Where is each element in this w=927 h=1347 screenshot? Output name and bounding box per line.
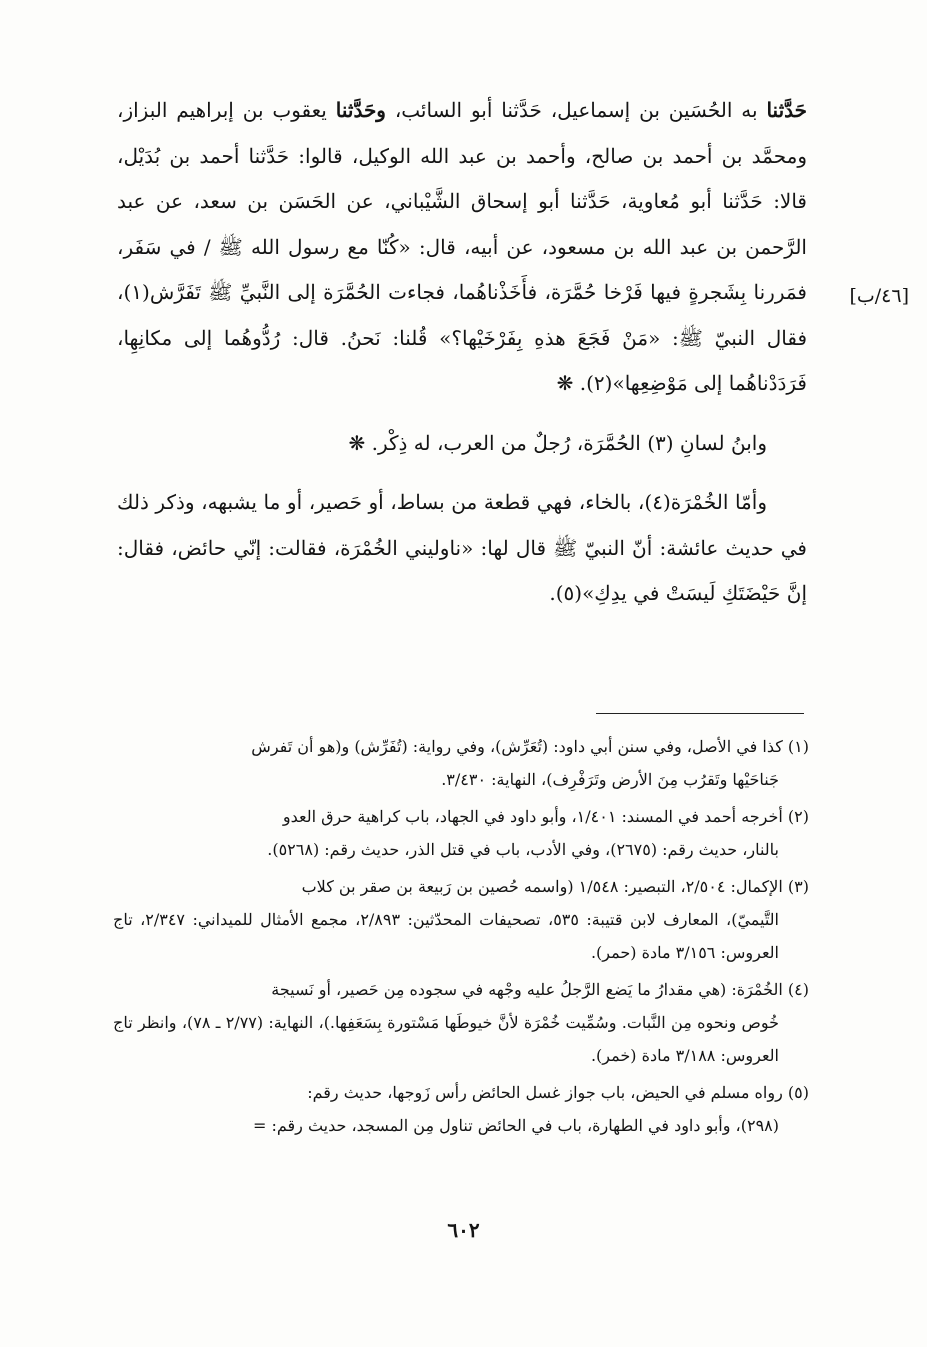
- footnote-3-first: (٣) الإكمال: ٢/٥٠٤، التبصير: ١/٥٤٨ (واسمه حُصين بن رَبيعة بن صقر بن كلاب: [301, 877, 809, 896]
- narration-text-2: يعقوب بن إبراهيم البزاز، ومحمَّد بن أحمد بن صالح، وأحمد بن عبد الله الوكيل، قالوا: حَدَّثنا أحمد بن بُدَيْل، قالا: حَدَّثنا أبو مُعاوية، حَدَّثنا أبو إسحاق الشَّيْباني، عن الحَسَن بن سعد، عن عبد الرَّحمن بن عبد الله بن مسعود، عن أبيه، قال: «كُنّا مع رسول الله ﷺ / في سَفَر، فمَررنا بِشَجرةٍ فيها فَرْخا حُمَّرَة، فأَخَذْناهُما، فجاءت الحُمَّرَة إلى النَّبيِّ ﷺ تَفَرَّش(١)، فقال النبيّ ﷺ: «مَنْ فَجَعَ هذهِ بِفَرْخَيْها؟» قُلنا: نَحنُ. قال: رُدُّوهُما إلى مكانِهِا، فَرَدَدْناهُما إلى مَوْضِعِها»(٢). ❋: [117, 98, 807, 395]
- manuscript-folio-marker: [٤٦/ب]: [849, 285, 909, 307]
- paragraph-hadith-chain: [117, 88, 807, 407]
- footnote-5: [113, 1076, 809, 1142]
- footnote-1-rest: جَناحَيْها وتَقرُب مِنَ الأرض وتَرَفْرِف)، النهاية: ٣/٤٣٠.: [441, 770, 779, 789]
- footnotes: [113, 730, 809, 1142]
- footnote-3-rest: التَّيميّ)، المعارف لابن قتيبة: ٥٣٥، تصحيفات المحدّثين: ٢/٨٩٣، مجمع الأمثال للميداني: ٢/٣٤٧، تاج العروس: ٣/١٥٦ مادة (حمر).: [113, 910, 780, 962]
- footnote-5-rest: (٢٩٨)، وأبو داود في الطهارة، باب في الحائض تناول مِن المسجد، حديث رقم: =: [252, 1116, 779, 1135]
- footnote-4-first: (٤) الخُمْرَة: (هي مقدارُ ما يَضع الرَّجلُ عليه وجْهه في سجوده مِن حَصير، أو نَسيجة: [271, 980, 809, 999]
- narration-text-1: به الحُسَين بن إسماعيل، حَدَّثنا أبو السائب،: [385, 98, 767, 122]
- narration-lead-2: وحَدَّثنا: [335, 98, 386, 122]
- page-number: ٦٠٢: [447, 1218, 480, 1242]
- paragraph-khumra: وأمّا الخُمْرَة(٤)، بالخاء، فهي قطعة من بساط، أو حَصير، أو ما يشبهه، وذكر ذلك في حديث عائشة: أنّ النبيّ ﷺ قال لها: «ناوليني الخُمْرَة، فقالت: إنّي حائض، فقال: إنَّ حَيْضَتَكِ لَيسَتْ في يدِكِ»(٥).: [117, 490, 807, 605]
- footnote-divider: [596, 713, 804, 714]
- paragraph-ibn-lisan: وابنُ لسانِ (٣) الحُمَّرَة، رُجلٌ من العرب، له ذِكْر. ❋: [348, 430, 767, 455]
- footnote-2-rest: بالنار، حديث رقم: (٢٦٧٥)، وفي الأدب، باب في قتل الذر، حديث رقم: (٥٢٦٨).: [267, 840, 779, 859]
- footnote-4: [113, 973, 809, 1072]
- footnote-3: [113, 870, 809, 969]
- footnote-1-first: (١) كذا في الأصل، وفي سنن أبي داود: (تُعَرِّش)، وفي رواية: (تُفَرِّش) و(هو أن تَفرش: [251, 737, 809, 756]
- footnote-2: [113, 800, 809, 866]
- main-text: [117, 88, 807, 617]
- footnote-5-first: (٥) رواه مسلم في الحيض، باب جواز غسل الحائض رأس زَوجها، حديث رقم:: [307, 1083, 809, 1102]
- footnote-2-first: (٢) أخرجه أحمد في المسند: ١/٤٠١، وأبو داود في الجهاد، باب كراهية حرق العدو: [282, 807, 809, 826]
- footnote-1: [113, 730, 809, 796]
- footnote-4-rest: خُوص ونحوه مِن النَّبات. وسُمِّيت خُمْرَة لأنَّ خيوطَها مَسْتورة بِسَعَفِها.)، النهاية: (٢/٧٧ ـ ٧٨)، وانظر تاج العروس: ٣/١٨٨ مادة (خمر).: [113, 1013, 780, 1065]
- narration-lead-1: حَدَّثنا: [766, 98, 807, 122]
